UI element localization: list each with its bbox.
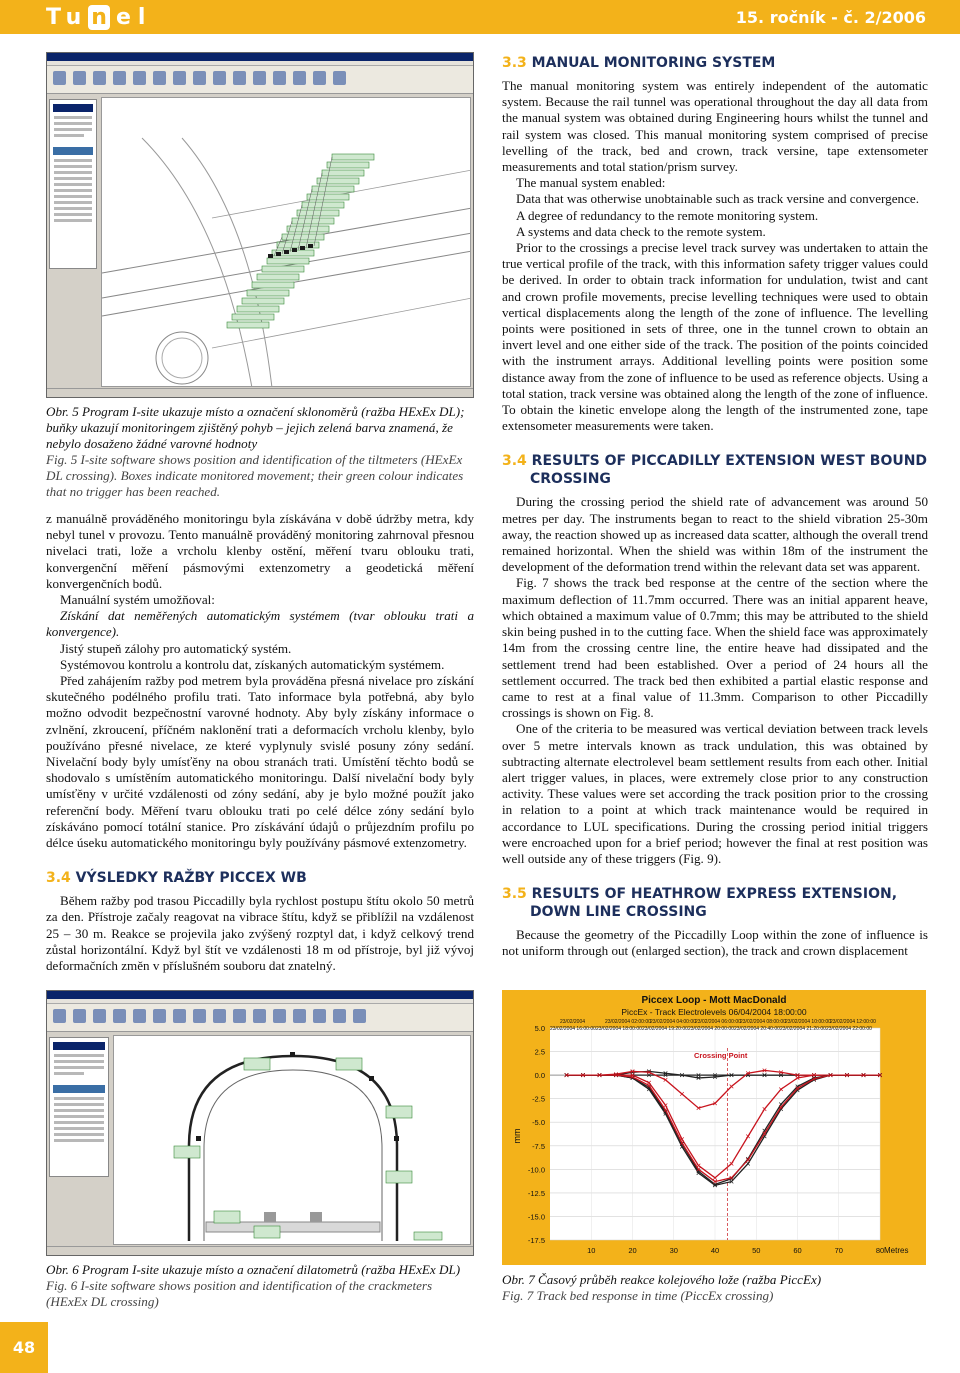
legend-entry: 23/02/2004 20:40:00 xyxy=(734,1026,780,1032)
right-paragraph: Data that was otherwise unobtainable such as track versine and convergence. xyxy=(516,191,919,207)
y-tick-label: -12.5 xyxy=(527,1188,545,1198)
x-tick-label: 50 xyxy=(752,1246,761,1255)
y-tick-label: -10.0 xyxy=(527,1165,545,1175)
left-paragraph: Manuální systém umožňoval: xyxy=(60,592,215,608)
x-tick-label: 80 xyxy=(875,1246,885,1255)
right-paragraph: One of the criteria to be measured was vertical deviation between track levels over 5 metre intervals known as track undulation, this was obtained by subtracting alternate electrolevel beam settlement results from each other. Initial alert trigger values, in places, were extremely close prior to any construction activity. These values were set according the track position prior to the crossing in relation to a point at which track maintenance would be required in accordance to LUL specifications. During the crossing period initial triggers were encroached upon for a brief period; however the final at rest position was well outside any of these triggers (Fig. 9). xyxy=(502,721,928,866)
fig7-chart xyxy=(502,990,926,1265)
x-tick-label: 10 xyxy=(587,1246,596,1255)
fig5-caption-en: Fig. 5 I-site software shows position and identification of the tiltmeters (HExEx DL crossing). Boxes indicate monitored movement; their green colour indicates that no trigger has been reached. xyxy=(46,452,464,499)
legend-entry: 23/02/2004 19:20:00 xyxy=(642,1026,688,1032)
legend-entry: 23/02/2004 18:00:00 xyxy=(596,1026,642,1032)
legend-entry: 23/02/2004 21:20:00 xyxy=(780,1026,826,1032)
legend-entry: 23/02/2004 10:00:00 xyxy=(785,1019,831,1025)
legend-entry: 23/02/2004 08:00:00 xyxy=(740,1019,786,1025)
y-tick-label: -15.0 xyxy=(527,1212,545,1222)
y-axis-label: mm xyxy=(512,1128,522,1144)
issue-label: 15. ročník - č. 2/2006 xyxy=(735,8,926,27)
x-tick-label: 60 xyxy=(793,1246,802,1255)
right-paragraph: A degree of redundancy to the remote monitoring system. xyxy=(516,207,819,223)
page-number-tab xyxy=(0,1322,48,1373)
fig5-caption-cz: Obr. 5 Program I-site ukazuje místo a označení sklonoměrů (ražba HExEx DL); buňky ukazují monitoringem zjištěný pohyb – jejich zelená barva znamená, že nebylo dosaženo žádné varovné hodnoty xyxy=(46,404,465,451)
x-tick-label: 30 xyxy=(669,1246,678,1255)
section-heading-3-4: 3.4 RESULTS OF PICCADILLY EXTENSION WEST BOUND CROSSING xyxy=(502,453,928,488)
y-tick-label: -5.0 xyxy=(532,1118,545,1128)
fig5-screenshot xyxy=(46,52,474,398)
page-number: 48 xyxy=(12,1338,36,1357)
y-tick-label: 0.0 xyxy=(534,1071,545,1081)
right-paragraph: Prior to the crossings a precise level track survey was undertaken to attain the true vertical profile of the track, with this information safety trigger values could be derived. In order to obtain track information for undulation, twist and cant and crown profile movements, precise levelling techniques were used to obtain vertical displacements along the length of the zone of influence. The levelling points were positioned in sets of three, one in the tunnel crown to obtain an invert level and one either side of the track. The position of the points coincided with the instrument arrays. Additional levelling points were position some distance away from the zone of influence to be used as reference objects. Using a total station, track versine was obtained along the length of the zone of influence. To obtain the kinetic envelope along the length of the instrumented zone, tape extensometer measurements were taken. xyxy=(502,240,928,434)
legend-entry: 23/02/2004 20:00:00 xyxy=(688,1026,734,1032)
tunnel-plan-drawing xyxy=(102,98,471,387)
right-paragraph: Because the geometry of the Piccadilly Loop within the zone of influence is not uniform through out (enlarged section), the track and crown displacement xyxy=(502,927,928,959)
right-paragraph: A systems and data check to the remote system. xyxy=(516,223,766,239)
left-paragraph: Jistý stupeň zálohy pro automatický systém. xyxy=(60,640,292,656)
right-paragraph: The manual monitoring system was entirely independent of the automatic system. Because the rail tunnel was operational throughout the day all data from the manual system was obtained during Engineering hours whilst the tunnel and rail system was closed. This manual monitoring system comprised of precise levelling of the track, bed and crown, track versine, tape extensometer measurements and total station/prism survey. xyxy=(502,78,928,175)
chart-title: Piccex Loop - Mott MacDonald xyxy=(641,995,787,1006)
chart-svg xyxy=(502,990,926,1265)
legend-entry: 23/02/2004 04:00:00 xyxy=(650,1019,696,1025)
tunnel-section-drawing xyxy=(114,1036,471,1245)
fig7-caption-cz: Obr. 7 Časový průběh reakce kolejového lože (ražba PiccEx) xyxy=(502,1272,822,1287)
left-paragraph: Systémovou kontrolu a kontrolu dat, získaných automatickým systémem. xyxy=(60,656,445,672)
y-tick-label: -2.5 xyxy=(532,1094,545,1104)
legend-entry: 23/02/2004 06:00:00 xyxy=(695,1019,741,1025)
left-paragraph: z manuálně prováděného monitoringu byla získávána v době údržby metra, kdy nebyl tunel v provozu. Tento manuálně prováděný monitoring zahrnoval přesnou nivelaci trati, lože a vrcholu klenby ostění, měření tvaru oblouku trati, konvergenční měření pásmovými extenzometry a geodetická měření konvergenčních bodů. xyxy=(46,511,474,591)
y-tick-label: 2.5 xyxy=(534,1047,545,1057)
x-tick-label: 70 xyxy=(834,1246,843,1255)
left-paragraph: Před zahájením ražby pod metrem byla prováděna přesná nivelace pro získání skutečného podélného profilu trati. Tato informace byla potřebná, aby bylo možno odvodit bezpečnostní varovné hodnoty. Aby byly získány informace o zvlnění, zkroucení, příčném naklonění trati a deformacích vrcholu klenby, bylo používáno přesné nivelace, ze které vyplynuly svislé posuny zóny sedání. Nivelační body byly umísťěny na obou stranách trati. Umístění těchto bodů se shodovalo s umístěním automatického monitoringu. Další nivelační body byly umísťěny v určité vzdálenosti od zóny sedání, aby je bylo možné použít jako referenční body. Měření tvaru oblouku trati po celé délce zóny sedání bylo získáváno pomocí totální stanice. Pro získávání údajů o průjezdním profilu po délce úseku automatického monitoringu byly používány pásmové extenzometry. xyxy=(46,673,474,851)
legend-entry: 23/02/2004 22:00:00 xyxy=(826,1026,872,1032)
fig6-caption-cz: Obr. 6 Program I-site ukazuje místo a označení dilatometrů (ražba HExEx DL) xyxy=(46,1262,461,1277)
x-tick-label: 20 xyxy=(628,1246,637,1255)
section-heading-3-5: 3.5 RESULTS OF HEATHROW EXPRESS EXTENSION, DOWN LINE CROSSING xyxy=(502,886,898,921)
y-tick-label: -7.5 xyxy=(532,1141,545,1151)
legend-entry: 23/02/2004 02:00:00 xyxy=(605,1019,651,1025)
fig6-caption-en: Fig. 6 I-site software shows position and identification of the crackmeters (HExEx DL crossing) xyxy=(46,1278,433,1309)
x-tick-label: 40 xyxy=(710,1246,720,1255)
fig7-caption-en: Fig. 7 Track bed response in time (PiccEx crossing) xyxy=(502,1288,774,1303)
right-paragraph: Fig. 7 shows the track bed response at the centre of the section where the maximum deflection of 11.7mm occurred. There was an initial apparent heave, which obtained a maximum value of 0.7mm; this may be attributed to the shield skin being pushed in to the cutting face. When the shield face was approximately 14m from the crossing centre line, the entire heave had dissipated and the settlement trend had been established. Over a period of 24 hours all the settlement occurred. The track bed then exhibited a partial elastic response and came to rest at a final value of 11.3mm. Comparison to other Piccadilly crossings is shown on Fig. 8. xyxy=(502,575,928,721)
section-heading-3-4-cz: 3.4 VÝSLEDKY RAŽBY PICCEX WB xyxy=(46,870,307,887)
right-paragraph: The manual system enabled: xyxy=(516,175,666,191)
left-column xyxy=(46,52,474,974)
left-paragraph: Během ražby pod trasou Piccadilly byla rychlost postupu štítu okolo 50 metrů za den. Přístroje začaly reagovat na vibrace štítu, když se přiblížil na vzdálenost 25 – 30 m. Reakce se projevila jako zvýšený rozptyl dat, i když celkový trend zůstal horizontální. Když byl štít ve vzdálenosti 18 m od přístroje, byl již vývoj deformačních změn v příslušném souboru dat znatelný. xyxy=(46,893,474,974)
chart-subtitle: PiccEx - Track Electrolevels 06/04/2004 18:00:00 xyxy=(621,1007,807,1017)
right-paragraph: During the crossing period the shield rate of advancement was around 50 metres per day. The instruments began to react to the shield vibration 25-30m away, the reaction showed up as increased data scatter, although the overall trend remained horizontal. When the shield was within 18m of the instrument the development of the deformation trend within the relevant data set was apparent. xyxy=(502,494,928,575)
legend-entry: 23/02/2004 12:00:00 xyxy=(830,1019,876,1025)
x-axis-label: Metres xyxy=(884,1246,909,1255)
legend-entry: 23/02/2004 xyxy=(560,1019,586,1025)
right-column xyxy=(502,52,928,960)
legend-entry: 23/02/2004 16:00:00 xyxy=(550,1026,596,1032)
magazine-logo: Tu n el xyxy=(46,5,153,30)
section-heading-3-3: 3.3 MANUAL MONITORING SYSTEM xyxy=(502,55,776,71)
page-header xyxy=(0,0,960,34)
fig6-screenshot xyxy=(46,990,474,1256)
crossing-point-annotation: Crossing Point xyxy=(694,1051,748,1060)
left-paragraph: Získání dat neměřených automatickým systémem (tvar oblouku trati a konvergence). xyxy=(46,608,474,640)
y-tick-label: 5.0 xyxy=(534,1024,545,1033)
y-tick-label: -17.5 xyxy=(527,1236,545,1245)
